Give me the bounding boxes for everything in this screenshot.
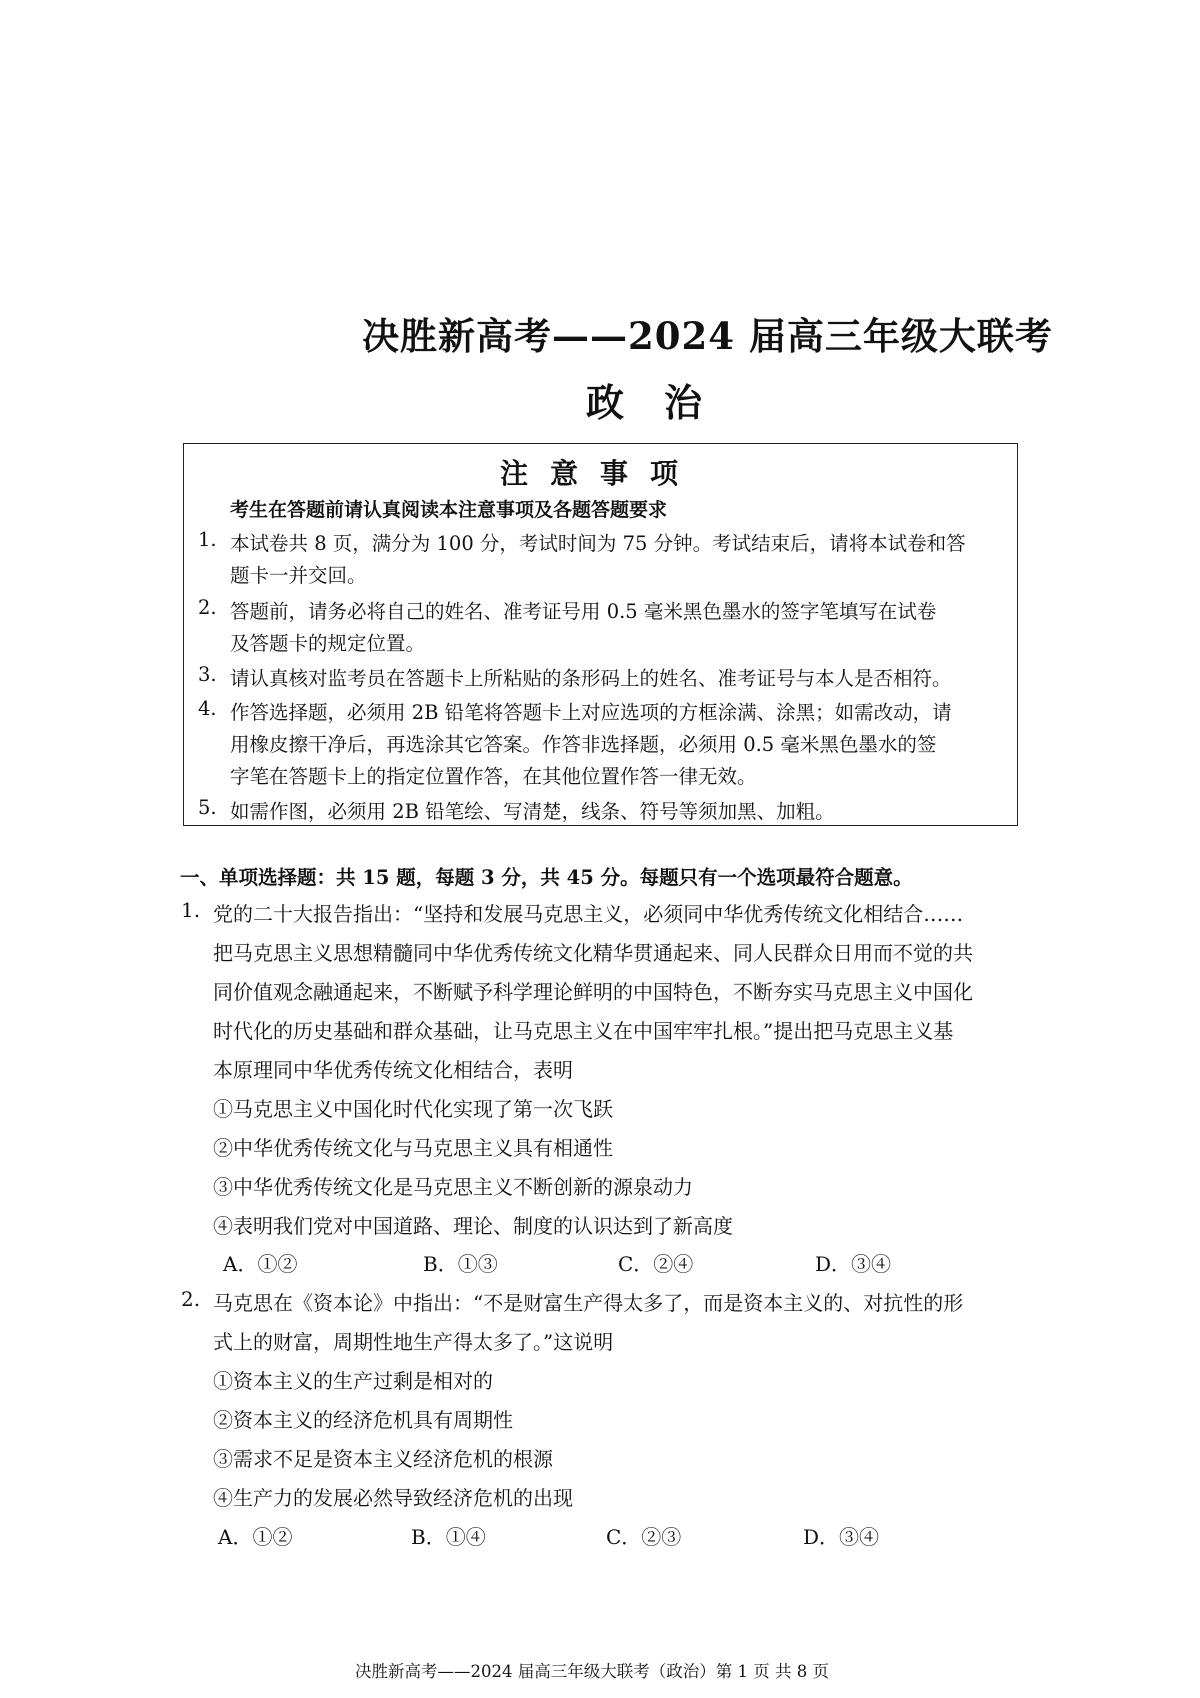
- question-number: 1.: [181, 898, 201, 922]
- option-a: A．①②: [218, 1525, 293, 1549]
- option-d: D．③④: [803, 1525, 880, 1549]
- option-a: A．①②: [223, 1252, 298, 1276]
- page-footer: 决胜新高考——2024 届高三年级大联考（政治）第 1 页 共 8 页: [355, 1662, 829, 1681]
- notice-subtitle: 考生在答题前请认真阅读本注意事项及各题答题要求: [230, 499, 668, 521]
- statement: ④生产力的发展必然导致经济危机的出现: [213, 1486, 573, 1510]
- question-line: 式上的财富，周期性地生产得太多了。”这说明: [213, 1330, 614, 1354]
- option-b: B．①③: [423, 1252, 498, 1276]
- notice-item-line: 本试卷共 8 页，满分为 100 分，考试时间为 75 分钟。考试结束后，请将本试卷和答: [230, 532, 966, 555]
- statement: ①马克思主义中国化时代化实现了第一次飞跃: [213, 1097, 613, 1121]
- exam-title: 决胜新高考——2024 届高三年级大联考: [362, 314, 1053, 358]
- notice-item-line: 请认真核对监考员在答题卡上所粘贴的条形码上的姓名、准考证号与本人是否相符。: [230, 667, 952, 690]
- statement: ①资本主义的生产过剩是相对的: [213, 1369, 493, 1393]
- option-c: C．②③: [606, 1525, 682, 1549]
- question-line: 马克思在《资本论》中指出：“不是财富生产得太多了，而是资本主义的、对抗性的形: [213, 1291, 964, 1315]
- notice-item-line: 字笔在答题卡上的指定位置作答，在其他位置作答一律无效。: [230, 765, 757, 788]
- question-line: 把马克思主义思想精髓同中华优秀传统文化精华贯通起来、同人民群众日用而不觉的共: [213, 941, 973, 965]
- notice-item-number: 3.: [198, 663, 217, 686]
- notice-item-number: 5.: [198, 796, 217, 819]
- statement: ③中华优秀传统文化是马克思主义不断创新的源泉动力: [213, 1175, 693, 1199]
- notice-item-line: 答题前，请务必将自己的姓名、准考证号用 0.5 毫米黑色墨水的签字笔填写在试卷: [230, 600, 937, 623]
- statement: ③需求不足是资本主义经济危机的根源: [213, 1447, 553, 1471]
- statement: ④表明我们党对中国道路、理论、制度的认识达到了新高度: [213, 1214, 733, 1238]
- notice-title: 注意事项: [500, 457, 701, 490]
- notice-item-number: 2.: [198, 596, 217, 619]
- question-line: 时代化的历史基础和群众基础，让马克思主义在中国牢牢扎根。”提出把马克思主义基: [213, 1019, 954, 1043]
- question-line: 党的二十大报告指出：“坚持和发展马克思主义，必须同中华优秀传统文化相结合……: [213, 902, 964, 926]
- notice-item-line: 题卡一并交回。: [230, 564, 367, 587]
- statement: ②中华优秀传统文化与马克思主义具有相通性: [213, 1136, 613, 1160]
- notice-item-line: 如需作图，必须用 2B 铅笔绘、写清楚，线条、符号等须加黑、加粗。: [230, 800, 835, 823]
- subject-title: 政治: [586, 380, 743, 425]
- question-line: 同价值观念融通起来，不断赋予科学理论鲜明的中国特色，不断夯实马克思主义中国化: [213, 980, 973, 1004]
- notice-item-number: 1.: [198, 528, 217, 551]
- option-c: C．②④: [618, 1252, 694, 1276]
- notice-item-line: 用橡皮擦干净后，再选涂其它答案。作答非选择题，必须用 0.5 毫米黑色墨水的签: [230, 733, 937, 756]
- section-title: 一、单项选择题：共 15 题，每题 3 分，共 45 分。每题只有一个选项最符合题意。: [180, 866, 913, 889]
- question-number: 2.: [181, 1287, 201, 1311]
- option-b: B．①④: [411, 1525, 486, 1549]
- option-d: D．③④: [815, 1252, 892, 1276]
- statement: ②资本主义的经济危机具有周期性: [213, 1408, 513, 1432]
- notice-item-number: 4.: [198, 697, 217, 720]
- notice-item-line: 及答题卡的规定位置。: [230, 632, 426, 655]
- notice-item-line: 作答选择题，必须用 2B 铅笔将答题卡上对应选项的方框涂满、涂黑；如需改动，请: [230, 701, 952, 724]
- question-line: 本原理同中华优秀传统文化相结合，表明: [213, 1058, 573, 1082]
